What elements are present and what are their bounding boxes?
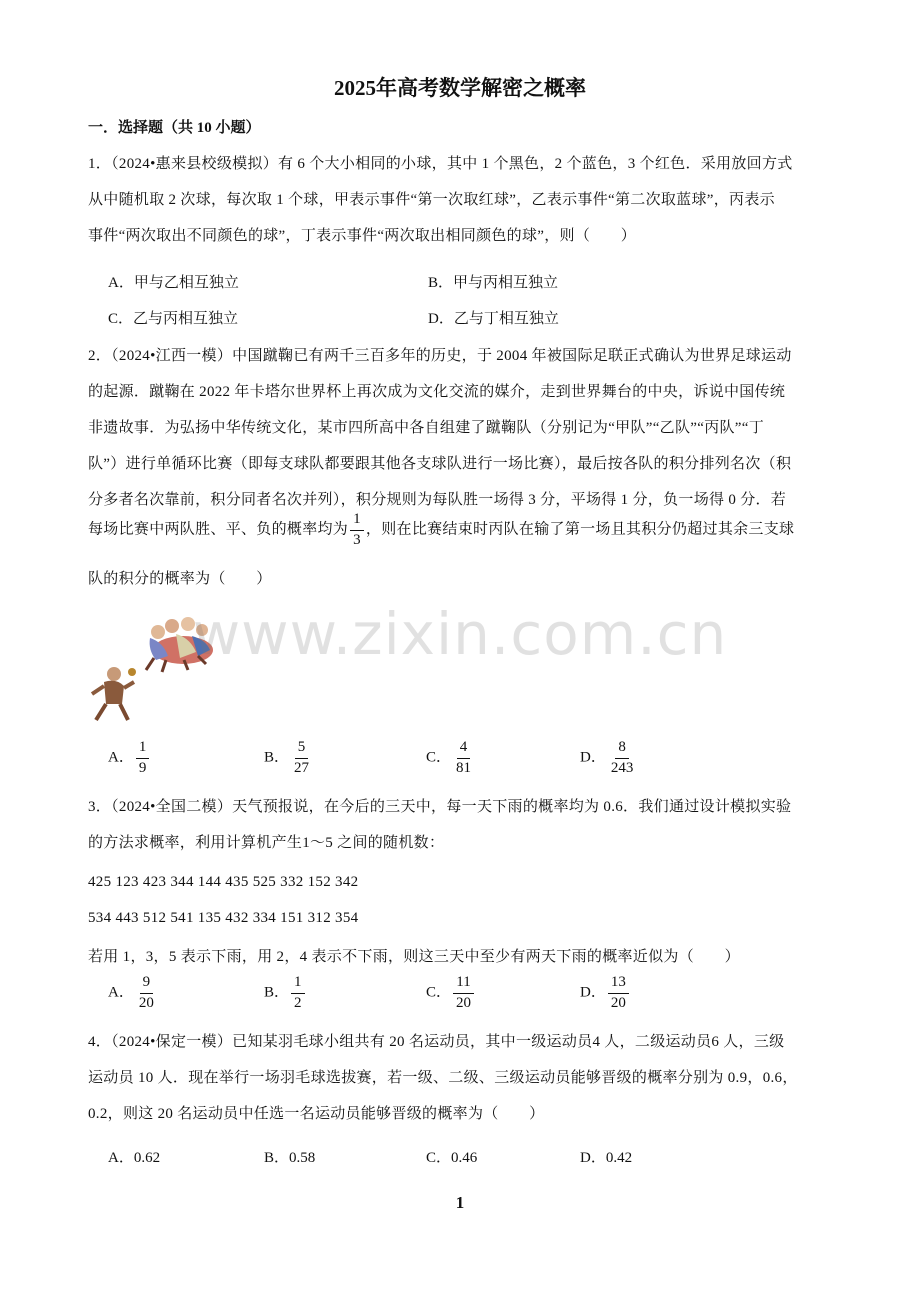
q1-line-3: 事件“两次取出不同颜色的球”，丁表示事件“两次取出相同颜色的球”，则（ ）: [88, 228, 637, 244]
q4-line-1: 4．（2024•保定一模）已知某羽毛球小组共有 20 名运动员，其中一级运动员4 人，二级运动员6 人，三级: [88, 1034, 785, 1050]
fraction-numerator: 4: [457, 740, 471, 759]
fraction-numerator: 9: [140, 975, 154, 994]
fraction-denominator: 3: [353, 531, 361, 548]
q2-option-b[interactable]: [264, 740, 314, 777]
q2-line-6-post: ，则在比赛结束时丙队在输了第一场且其积分仍超过其余三支球: [365, 521, 795, 538]
fraction-denominator: 9: [138, 759, 147, 776]
q1-line-1: 1．（2024•惠来县校级模拟）有 6 个大小相同的小球，其中 1 个黑色，2 个蓝色，3 个红色．采用放回方式: [88, 156, 793, 172]
section-heading: 一．选择题（共 10 小题）: [88, 120, 261, 136]
option-label: D．: [580, 749, 606, 766]
q1-option-a[interactable]: A．甲与乙相互独立: [108, 275, 239, 291]
q3-line-1: 3．（2024•全国二模）天气预报说，在今后的三天中，每一天下雨的概率均为 0.6．我们通过设计模拟实验: [88, 799, 792, 815]
q2-line-5: 分多者名次靠前，积分同者名次并列），积分规则为每队胜一场得 3 分，平场得 1 分，负一场得 0 分．若: [88, 492, 787, 508]
fraction-denominator: 27: [294, 759, 310, 776]
q1-option-d[interactable]: D．乙与丁相互独立: [428, 311, 559, 327]
q2-line-2: 的起源．蹴鞠在 2022 年卡塔尔世界杯上再次成为文化交流的媒介，走到世界舞台的中央，诉说中国传统: [88, 384, 786, 400]
q4-line-3: 0.2，则这 20 名运动员中任选一名运动员能够晋级的概率为（ ）: [88, 1106, 545, 1122]
fraction-numerator: 1: [136, 740, 150, 759]
q4-option-b[interactable]: B．0.58: [264, 1150, 316, 1166]
option-label: D．: [580, 984, 606, 1001]
q1-line-2: 从中随机取 2 次球，每次取 1 个球，甲表示事件“第一次取红球”，乙表示事件“第二次取蓝球”，丙表示: [88, 192, 775, 208]
page-number: 1: [455, 1193, 465, 1212]
option-fraction: [608, 975, 629, 1012]
fraction-numerator: 11: [453, 975, 473, 994]
q3-option-b[interactable]: [264, 975, 307, 1012]
q3-line-3: 若用 1，3，5 表示下雨，用 2，4 表示不下雨，则这三天中至少有两天下雨的概率近似为（ ）: [88, 949, 740, 965]
watermark: www.zixin.com.cn: [192, 600, 728, 668]
fraction-numerator: 5: [295, 740, 309, 759]
fraction-denominator: 81: [456, 759, 472, 776]
fraction-numerator: 8: [615, 740, 629, 759]
q2-option-a[interactable]: [108, 740, 151, 777]
q3-random-numbers-2: 534 443 512 541 135 432 334 151 312 354: [88, 910, 359, 926]
fraction-numerator: 13: [608, 975, 629, 994]
q3-option-c[interactable]: [426, 975, 476, 1012]
q3-line-2: 的方法求概率，利用计算机产生1～5 之间的随机数：: [88, 835, 445, 851]
option-label: C．: [426, 749, 452, 766]
q4-option-c[interactable]: C．0.46: [426, 1150, 478, 1166]
q4-option-a[interactable]: A．0.62: [108, 1150, 161, 1166]
option-label: A．: [108, 749, 134, 766]
option-fraction: [453, 975, 474, 1012]
option-label: A．: [108, 984, 134, 1001]
q2-line-6: [88, 512, 794, 549]
fraction-numerator: 1: [291, 975, 305, 994]
option-fraction: [608, 740, 637, 777]
option-fraction: [291, 740, 312, 777]
option-label: C．: [426, 984, 452, 1001]
q2-option-d[interactable]: [580, 740, 638, 777]
option-label: B．: [264, 984, 290, 1001]
q2-line-4: 队”）进行单循环比赛（即每支球队都要跟其他各支球队进行一场比赛），最后按各队的积分排列名次（积: [88, 456, 792, 472]
fraction-numerator: 1: [350, 512, 364, 531]
q2-fraction-one-third: [350, 512, 364, 549]
q4-line-2: 运动员 10 人．现在举行一场羽毛球选拔赛，若一级、二级、三级运动员能够晋级的概率分别为 0.9，0.6，: [88, 1070, 798, 1086]
option-fraction: [291, 975, 305, 1012]
q2-line-1: 2．（2024•江西一模）中国蹴鞠已有两千三百多年的历史，于 2004 年被国际足联正式确认为世界足球运动: [88, 348, 792, 364]
q3-option-d[interactable]: [580, 975, 631, 1012]
q1-option-b[interactable]: B．甲与丙相互独立: [428, 275, 559, 291]
fraction-denominator: 2: [294, 994, 302, 1011]
option-fraction: [136, 740, 150, 777]
q2-line-3: 非遗故事．为弘扬中华传统文化，某市四所高中各自组建了蹴鞠队（分别记为“甲队”“乙队”“丙队”“丁: [88, 420, 765, 436]
q2-option-c[interactable]: [426, 740, 476, 777]
fraction-denominator: 20: [138, 994, 154, 1011]
q2-line-7: 队的积分的概率为（ ）: [88, 571, 272, 587]
q4-option-d[interactable]: D．0.42: [580, 1150, 633, 1166]
option-fraction: [453, 740, 474, 777]
fraction-denominator: 20: [610, 994, 626, 1011]
q3-option-a[interactable]: [108, 975, 159, 1012]
option-label: B．: [264, 749, 290, 766]
q1-option-c[interactable]: C．乙与丙相互独立: [108, 311, 239, 327]
fraction-denominator: 20: [456, 994, 472, 1011]
page-title: 2025年高考数学解密之概率: [334, 76, 586, 100]
q3-random-numbers-1: 425 123 423 344 144 435 525 332 152 342: [88, 874, 359, 890]
q2-line-6-pre: 每场比赛中两队胜、平、负的概率均为: [88, 521, 349, 538]
fraction-denominator: 243: [610, 759, 634, 776]
option-fraction: [136, 975, 157, 1012]
